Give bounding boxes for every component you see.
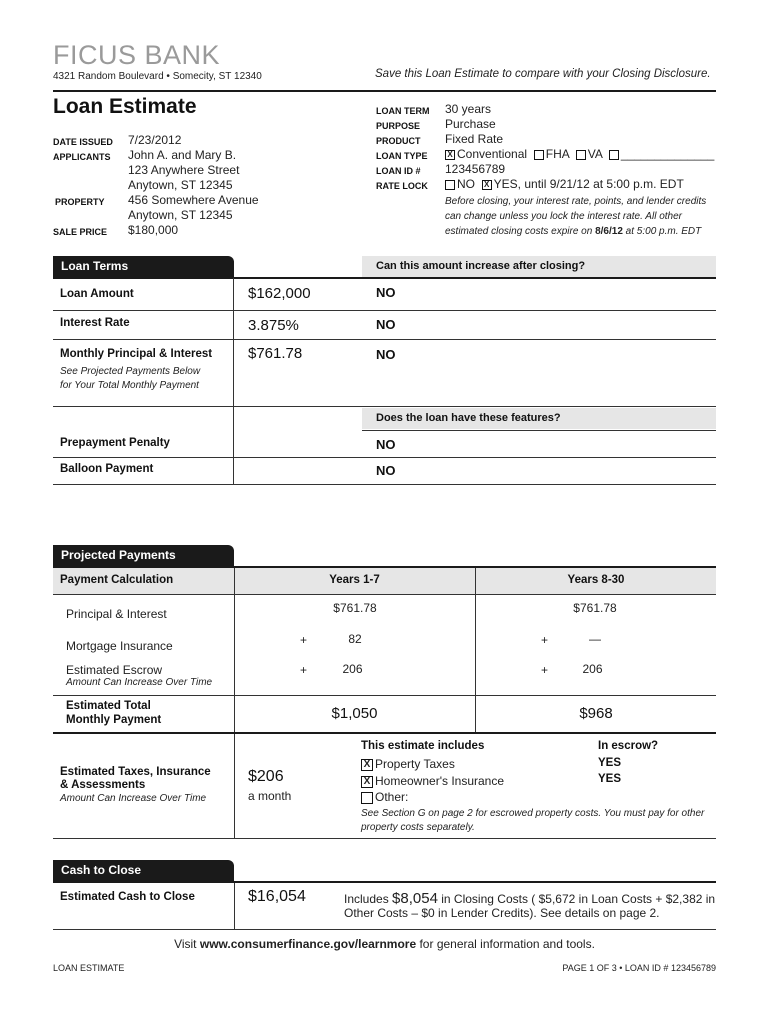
c2-escrow: 206 [582, 662, 603, 676]
mi-row-label: Mortgage Insurance [66, 639, 173, 653]
monthly-pi-sub-1: See Projected Payments Below [60, 366, 201, 377]
cash-includes-line-2: Other Costs – $0 in Lender Credits). See details on page 2. [344, 906, 660, 920]
years-1-7-header: Years 1-7 [329, 574, 380, 586]
loan-type-other: ______________ [620, 147, 715, 161]
applicants-line-3: Anytown, ST 12345 [128, 178, 233, 192]
row-divider [53, 457, 716, 458]
taxes-divider [234, 734, 235, 838]
row-divider [53, 695, 716, 696]
loan-terms-divider [233, 278, 234, 406]
footer-right: PAGE 1 OF 3 • LOAN ID # 123456789 [562, 963, 716, 973]
loan-id-value: 123456789 [445, 162, 506, 176]
escrow-row-sub: Amount Can Increase Over Time [66, 677, 213, 688]
rate-lock-note-date: 8/6/12 [595, 226, 623, 237]
projected-payments-tab: Projected Payments [53, 545, 234, 566]
taxes-value: $206 [248, 768, 284, 785]
loan-term-value: 30 years [445, 102, 492, 116]
other-type-checkbox[interactable] [609, 150, 619, 160]
rate-lock-no-checkbox[interactable] [445, 180, 455, 190]
header-rule [53, 90, 716, 92]
property-line-1: 456 Somewhere Avenue [128, 193, 259, 207]
save-note: Save this Loan Estimate to compare with your Closing Disclosure. [375, 68, 711, 80]
interest-rate-label: Interest Rate [60, 317, 130, 329]
row-divider [53, 310, 716, 311]
cash-to-close-tab: Cash to Close [53, 860, 234, 881]
other-label: Other: [375, 790, 409, 804]
bank-address: 4321 Random Boulevard • Somecity, ST 12340 [53, 71, 262, 82]
include-other [361, 790, 408, 804]
rate-lock-yes-checkbox[interactable]: X [482, 180, 492, 190]
balloon-answer: NO [376, 463, 396, 478]
loan-type-fha: FHA [545, 147, 570, 161]
row-divider [53, 339, 716, 340]
escrow-yes-1: YES [598, 757, 622, 769]
loan-type-conventional: Conventional [457, 147, 528, 161]
conventional-checkbox[interactable]: X [445, 150, 455, 160]
interest-rate-value: 3.875% [248, 317, 299, 334]
total-label-2: Monthly Payment [66, 714, 162, 726]
includes-text-2: in Closing Costs ( $5,672 in Loan Costs + $2,382 in [437, 892, 716, 906]
total-rule [53, 732, 716, 734]
loan-terms-tab: Loan Terms [53, 256, 234, 277]
cash-divider [234, 883, 235, 929]
purpose-value: Purchase [445, 117, 496, 131]
loan-type-va: VA [587, 147, 603, 161]
monthly-pi-answer: NO [376, 347, 396, 362]
row-divider [53, 929, 716, 930]
row-divider [53, 484, 716, 485]
visit-line [53, 937, 716, 951]
taxes-label-1: Estimated Taxes, Insurance [60, 766, 211, 778]
payment-calc-label: Payment Calculation [60, 574, 174, 586]
fha-checkbox[interactable] [534, 150, 544, 160]
row-divider [53, 594, 716, 595]
visit-text-1: Visit [174, 937, 200, 951]
sale-price-value: $180,000 [128, 223, 179, 237]
prepayment-answer: NO [376, 437, 396, 452]
c2-pi: $761.78 [573, 601, 617, 615]
c2-total: $968 [579, 705, 613, 722]
other-checkbox[interactable] [361, 792, 373, 804]
plus-sign: + [541, 633, 549, 647]
c1-escrow: 206 [342, 662, 363, 676]
taxes-period: a month [248, 789, 292, 803]
closing-costs-value: $8,054 [392, 890, 438, 907]
balloon-label: Balloon Payment [60, 463, 154, 475]
va-checkbox[interactable] [576, 150, 586, 160]
years-8-30-header: Years 8-30 [567, 574, 625, 586]
c1-mi: 82 [348, 632, 362, 646]
cash-includes-line-1 [344, 890, 715, 907]
loan-id-label: LOAN ID # [376, 166, 421, 176]
taxes-sub: Amount Can Increase Over Time [60, 793, 207, 804]
c1-pi: $761.78 [333, 601, 377, 615]
escrow-header: In escrow? [598, 740, 659, 752]
applicants-line-2: 123 Anywhere Street [128, 163, 240, 177]
row-divider [53, 406, 716, 407]
features-question: Does the loan have these features? [362, 408, 716, 429]
include-property-taxes [361, 757, 455, 771]
rate-lock-note [445, 194, 720, 239]
monthly-pi-label: Monthly Principal & Interest [60, 348, 213, 360]
includes-text-1: Includes [344, 892, 393, 906]
page-title: Loan Estimate [53, 95, 197, 118]
loan-amount-answer: NO [376, 285, 396, 300]
product-label: PRODUCT [376, 136, 421, 146]
footer-left: LOAN ESTIMATE [53, 963, 125, 973]
c2-mi: — [589, 632, 601, 646]
rate-lock-yes: YES, until 9/21/12 at 5:00 p.m. EDT [493, 177, 684, 191]
cash-rule [53, 881, 716, 883]
homeowners-label: Homeowner's Insurance [375, 774, 505, 788]
property-line-2: Anytown, ST 12345 [128, 208, 233, 222]
loan-term-label: LOAN TERM [376, 106, 430, 116]
total-label-1: Estimated Total [66, 700, 151, 712]
rate-lock-label: RATE LOCK [376, 181, 428, 191]
bank-name: FICUS BANK [53, 40, 221, 70]
loan-amount-label: Loan Amount [60, 288, 134, 300]
applicants-line-1: John A. and Mary B. [128, 148, 237, 162]
escrow-yes-2: YES [598, 773, 622, 785]
date-issued-label: DATE ISSUED [53, 137, 113, 147]
increase-question: Can this amount increase after closing? [362, 256, 716, 277]
includes-header: This estimate includes [361, 740, 485, 752]
property-taxes-checkbox[interactable]: X [361, 759, 373, 771]
prepayment-label: Prepayment Penalty [60, 437, 170, 449]
plus-sign: + [300, 663, 308, 677]
pi-row-label: Principal & Interest [66, 607, 167, 621]
homeowners-checkbox[interactable]: X [361, 776, 373, 788]
loan-type-label: LOAN TYPE [376, 151, 428, 161]
property-taxes-label: Property Taxes [375, 757, 455, 771]
rate-lock-options [445, 177, 684, 191]
visit-text-2: for general information and tools. [416, 937, 595, 951]
plus-sign: + [300, 633, 308, 647]
row-divider [53, 838, 716, 839]
consumer-finance-link[interactable]: www.consumerfinance.gov/learnmore [199, 937, 417, 951]
loan-terms-rule [53, 277, 716, 279]
row-divider [362, 430, 716, 431]
include-homeowners [361, 774, 504, 788]
property-label: PROPERTY [55, 197, 105, 207]
purpose-label: PURPOSE [376, 121, 421, 131]
date-issued-value: 7/23/2012 [128, 133, 182, 147]
rate-lock-note-text-2: at 5:00 p.m. EDT [622, 226, 702, 237]
applicants-label: APPLICANTS [53, 152, 111, 162]
cash-value: $16,054 [248, 888, 306, 905]
product-value: Fixed Rate [445, 132, 504, 146]
sale-price-label: SALE PRICE [53, 227, 108, 237]
cash-label: Estimated Cash to Close [60, 891, 195, 903]
loan-type-options [445, 147, 714, 161]
interest-rate-answer: NO [376, 317, 396, 332]
features-divider [233, 407, 234, 484]
rate-lock-note-text-1: Before closing, your interest rate, points, and lender credits can change unless you lock the interest rate. All other estimated closing costs expire on [445, 196, 707, 237]
loan-amount-value: $162,000 [248, 285, 311, 302]
monthly-pi-value: $761.78 [248, 345, 303, 362]
escrow-row-label: Estimated Escrow [66, 663, 163, 677]
taxes-note: See Section G on page 2 for escrowed property costs. You must pay for other property costs separately. [361, 808, 705, 833]
monthly-pi-sub-2: for Your Total Monthly Payment [60, 380, 199, 391]
taxes-label-2: & Assessments [60, 779, 146, 791]
c1-total: $1,050 [331, 705, 378, 722]
plus-sign: + [541, 663, 549, 677]
rate-lock-no: NO [457, 177, 475, 191]
